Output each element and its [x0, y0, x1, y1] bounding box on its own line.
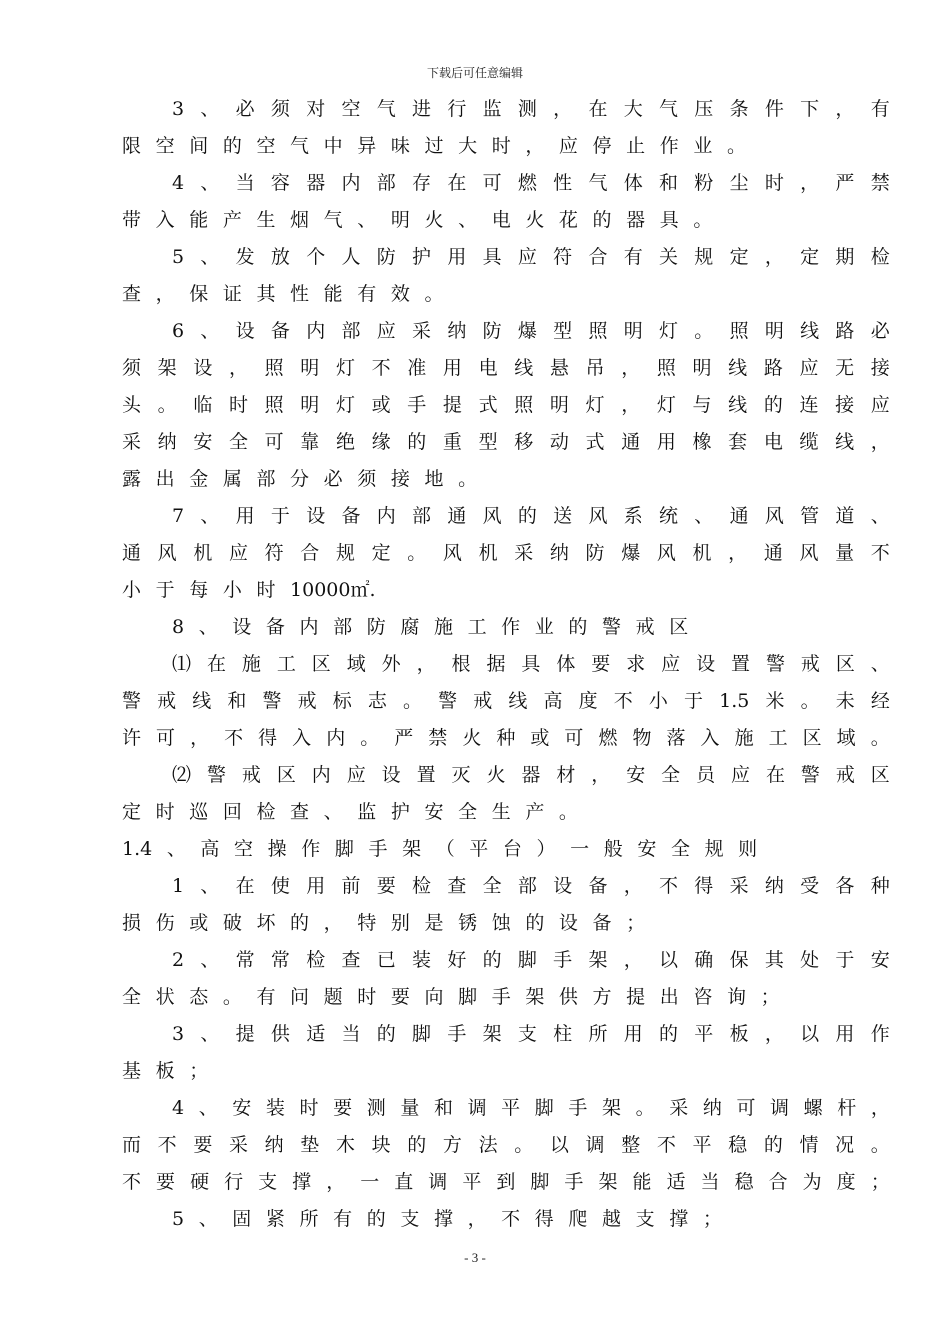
text-line: 1.4 、 高 空 操 作 脚 手 架 （ 平 台 ） 一 般 安 全 规 则 [122, 838, 758, 860]
text-line: 头 。 临 时 照 明 灯 或 手 提 式 照 明 灯 ， 灯 与 线 的 连 接 应 [122, 394, 890, 416]
text-line: 7 、 用 于 设 备 内 部 通 风 的 送 风 系 统 、 通 风 管 道 、 [172, 505, 890, 527]
text-line: ⑴ 在 施 工 区 域 外 ， 根 据 具 体 要 求 应 设 置 警 戒 区 、 [172, 653, 890, 675]
text-line: 许 可 ， 不 得 入 内 。 严 禁 火 种 或 可 燃 物 落 入 施 工 区 域 。 [122, 727, 890, 749]
text-line: 4 、 安 装 时 要 测 量 和 调 平 脚 手 架 。 采 纳 可 调 螺 杆 ， [172, 1097, 890, 1119]
text-line: 损 伤 或 破 坏 的 ， 特 别 是 锈 蚀 的 设 备 ； [122, 912, 646, 934]
text-line: 全 状 态 。 有 问 题 时 要 向 脚 手 架 供 方 提 出 咨 询 ； [122, 986, 780, 1008]
text-line: 小 于 每 小 时 10000㎡. [122, 579, 376, 601]
text-line: 8 、 设 备 内 部 防 腐 施 工 作 业 的 警 戒 区 [172, 616, 689, 638]
text-line: 5 、 固 紧 所 有 的 支 撑 ， 不 得 爬 越 支 撑 ； [172, 1208, 722, 1230]
text-line: ⑵ 警 戒 区 内 应 设 置 灭 火 器 材 ， 安 全 员 应 在 警 戒 区 [172, 764, 890, 786]
text-line: 5 、 发 放 个 人 防 护 用 具 应 符 合 有 关 规 定 ， 定 期 检 [172, 246, 890, 268]
text-line: 露 出 金 属 部 分 必 须 接 地 。 [122, 468, 478, 490]
text-line: 2 、 常 常 检 查 已 装 好 的 脚 手 架 ， 以 确 保 其 处 于 安 [172, 949, 890, 971]
text-line: 6 、 设 备 内 部 应 采 纳 防 爆 型 照 明 灯 。 照 明 线 路 必 [172, 320, 890, 342]
text-line: 带 入 能 产 生 烟 气 、 明 火 、 电 火 花 的 器 具 。 [122, 209, 713, 231]
text-line: 1 、 在 使 用 前 要 检 查 全 部 设 备 ， 不 得 采 纳 受 各 种 [172, 875, 890, 897]
text-line: 3 、 提 供 适 当 的 脚 手 架 支 柱 所 用 的 平 板 ， 以 用 作 [172, 1023, 890, 1045]
text-line: 通 风 机 应 符 合 规 定 。 风 机 采 纳 防 爆 风 机 ， 通 风 量 不 [122, 542, 890, 564]
document-body [122, 91, 890, 1238]
page-number: - 3 - [464, 1250, 486, 1265]
text-line: 3 、 必 须 对 空 气 进 行 监 测 ， 在 大 气 压 条 件 下 ， 有 [172, 98, 890, 120]
text-line: 基 板 ； [122, 1060, 209, 1082]
text-line: 定 时 巡 回 检 查 、 监 护 安 全 生 产 。 [122, 801, 578, 823]
text-line: 限 空 间 的 空 气 中 异 味 过 大 时 ， 应 停 止 作 业 。 [122, 135, 746, 157]
text-line: 不 要 硬 行 支 撑 ， 一 直 调 平 到 脚 手 架 能 适 当 稳 合 为 度 ； [122, 1171, 890, 1193]
text-line: 警 戒 线 和 警 戒 标 志 。 警 戒 线 高 度 不 小 于 1.5 米 。 未 经 [122, 690, 890, 712]
text-line: 查 ， 保 证 其 性 能 有 效 。 [122, 283, 444, 305]
text-line: 采 纳 安 全 可 靠 绝 缘 的 重 型 移 动 式 通 用 橡 套 电 缆 线 ， [122, 431, 890, 453]
page-header-note: 下载后可任意编辑 [426, 66, 523, 80]
text-line: 须 架 设 ， 照 明 灯 不 准 用 电 线 悬 吊 ， 照 明 线 路 应 无 接 [122, 357, 890, 379]
text-line: 而 不 要 采 纳 垫 木 块 的 方 法 。 以 调 整 不 平 稳 的 情 况 。 [122, 1134, 890, 1156]
text-line: 4 、 当 容 器 内 部 存 在 可 燃 性 气 体 和 粉 尘 时 ， 严 禁 [172, 172, 890, 194]
